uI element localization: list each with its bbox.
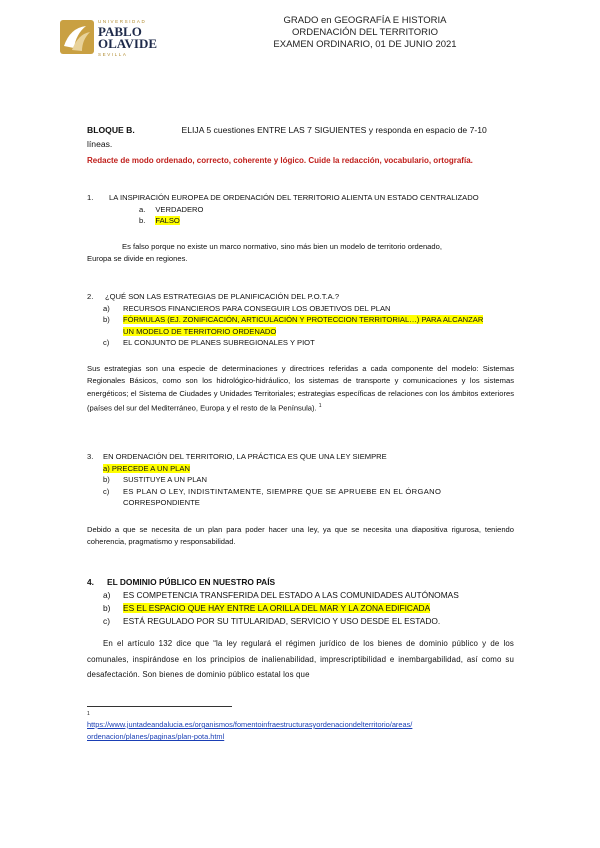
exam-title: EXAMEN ORDINARIO, 01 DE JUNIO 2021 — [273, 39, 457, 51]
question-1 — [87, 192, 517, 227]
q1-option-b: b. FALSO — [139, 216, 180, 226]
course-title: ORDENACIÓN DEL TERRITORIO — [291, 27, 439, 39]
block-instruction-cont: líneas. — [87, 139, 113, 149]
block-instruction: ELIJA 5 cuestiones ENTRE LAS 7 SIGUIENTES y responda en espacio de 7-10 — [181, 125, 487, 135]
question-3-stem: 3. EN ORDENACIÓN DEL TERRITORIO, LA PRÁCTICA ES QUE UNA LEY SIEMPRE — [87, 452, 387, 461]
q4-option-c: c) ESTÁ REGULADO POR SU TITULARIDAD, SERVICIO Y USO DESDE EL ESTADO. — [103, 615, 441, 626]
question-4-stem: 4. EL DOMINIO PÚBLICO EN NUESTRO PAÍS — [87, 577, 276, 587]
q2-option-b-cont: UN MODELO DE TERRITORIO ORDENADO — [123, 326, 277, 336]
block-note: Redacte de modo ordenado, correcto, coherente y lógico. Cuide la redacción, vocabulario, ortografía. — [87, 156, 473, 165]
footnote-number: 1 — [87, 711, 90, 717]
footnote-reference: 1 — [318, 402, 322, 409]
question-3 — [87, 451, 517, 509]
q3-option-b: b) SUSTITUYE A UN PLAN — [103, 475, 207, 485]
block-label: BLOQUE B. — [87, 125, 135, 135]
q1-answer: Es falso porque no existe un marco normativo, sino más bien un modelo de territorio ordenado, Europa se divide en regiones. — [87, 242, 442, 264]
university-emblem-icon — [60, 20, 94, 54]
q4-answer: En el artículo 132 dice que “la ley regulará el régimen jurídico de los bienes de dominio público y de los comunales, inspirándose en los principios de inalienabilidad, imprescriptibilidad e inembargabilidad, así como su desafectación. Son bienes de dominio público estatal los que — [87, 639, 514, 680]
logo-top-text: UNIVERSIDAD — [98, 19, 147, 24]
q2-answer: Sus estrategias son una especie de determinaciones y directrices referidas a cada componente del modelo: Sistemas Regionales Básicos, como son los hidrológico-hidráulico, los sistemas de transporte y comunicaciones y los sistemas energéticos; el Sistema de Ciudades y Unidades Territoriales; estrategias específicas de relaciones con los ámbitos exteriores (países del sur del Mediterráneo, Europa y el resto de la Península). $^1$ — [87, 364, 514, 413]
q4-option-b: b) ES EL ESPACIO QUE HAY ENTRE LA ORILLA DEL MAR Y LA ZONA EDIFICADA — [103, 602, 431, 613]
question-2-stem: 2. ¿QUÉ SON LAS ESTRATEGIAS DE PLANIFICACIÓN DEL P.O.T.A.? — [87, 292, 340, 301]
exam-header — [230, 15, 500, 52]
block-instructions — [87, 123, 512, 168]
q1-option-a: a. VERDADERO — [139, 204, 204, 214]
question-2 — [87, 291, 517, 349]
q1-selected-answer: FALSO — [155, 216, 180, 226]
q3-option-a: a) PRECEDE A UN PLAN — [103, 463, 190, 473]
logo-bottom-text: SEVILLA — [98, 52, 128, 57]
q3-option-c: c) ES PLAN O LEY, INDISTINTAMENTE, SIEMPRE QUE SE APRUEBE EN EL ÓRGANO — [103, 486, 442, 496]
q2-option-c: c) EL CONJUNTO DE PLANES SUBREGIONALES Y PIOT — [103, 338, 315, 348]
question-4 — [87, 576, 517, 628]
university-logo — [60, 18, 170, 56]
footnote-link-cont[interactable]: ordenacion/planes/paginas/plan-pota.html — [87, 732, 225, 742]
footnote — [87, 709, 517, 743]
q3-answer: Debido a que se necesita de un plan para poder hacer una ley, ya que se necesita una diapositiva rigurosa, teniendo coherencia, pragmatismo y responsabilidad. — [87, 525, 514, 547]
q2-option-b: b) FÓRMULAS (EJ. ZONIFICACIÓN, ARTICULACIÓN Y PROTECCION TERRITORIAL…) PARA ALCANZAR — [103, 315, 484, 325]
q2-option-a: a) RECURSOS FINANCIEROS PARA CONSEGUIR LOS OBJETIVOS DEL PLAN — [103, 303, 391, 313]
question-1-stem: 1. LA INSPIRACIÓN EUROPEA DE ORDENACIÓN DEL TERRITORIO ALIENTA UN ESTADO CENTRALIZADO — [87, 193, 479, 202]
logo-main-text: PABLO OLAVIDE — [98, 24, 158, 51]
q3-option-c-cont: CORRESPONDIENTE — [123, 498, 200, 508]
q4-option-a: a) ES COMPETENCIA TRANSFERIDA DEL ESTADO A LAS COMUNIDADES AUTÓNOMAS — [103, 589, 459, 600]
degree-title: GRADO en GEOGRAFÍA E HISTORIA — [283, 15, 447, 26]
footnote-link[interactable]: https://www.juntadeandalucia.es/organismos/fomentoinfraestructurasyordenaciondelterritorio/areas/ — [87, 720, 413, 729]
footnote-divider — [87, 706, 232, 707]
